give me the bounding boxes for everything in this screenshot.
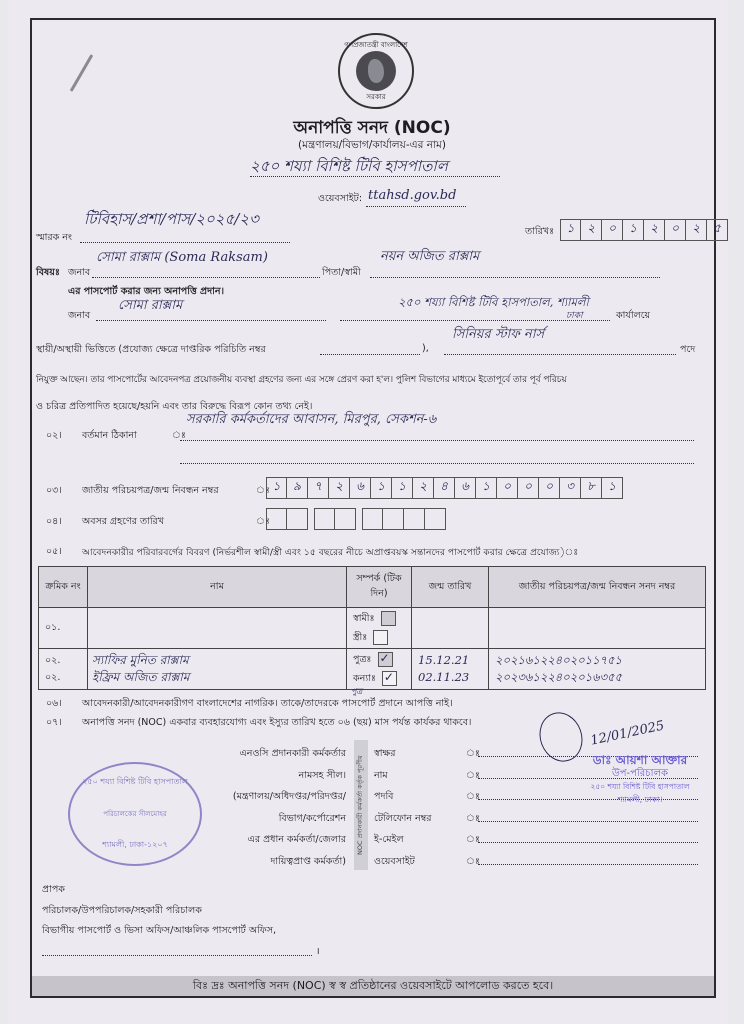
signature-field-colon: ঃ <box>466 834 480 845</box>
son-tick-icon: ✓ <box>379 651 390 665</box>
col-dob: জন্ম তারিখ <box>412 567 489 608</box>
item-05-no: ০৫। <box>46 546 62 557</box>
col-id-number: জাতীয় পরিচয়পত্র/জন্ম নিবন্ধন সনদ নম্বর <box>489 567 706 608</box>
item-06-no: ০৬। <box>46 698 62 709</box>
round-office-stamp <box>68 762 202 866</box>
website-label: ওয়েবসাইট: <box>318 193 363 204</box>
stamp-office: ২৫০ শয্যা বিশিষ্ট টিবি হাসপাতাল <box>590 782 690 791</box>
child-id-1: ২০২১৬১২২৪০২০১১৭৫১ <box>495 653 623 667</box>
body-mr-label: জনাব <box>68 310 91 321</box>
husband-checkbox[interactable] <box>381 611 396 626</box>
post-line <box>444 354 676 355</box>
row2-names <box>88 649 347 690</box>
stamp-city: শ্যামলী, ঢাকা। <box>617 795 663 804</box>
row1-id <box>489 608 706 649</box>
signature-left-text <box>196 743 346 872</box>
subject-label: বিষয়ঃ <box>36 267 60 278</box>
body-office: ২৫০ শয্যা বিশিষ্ট টিবি হাসপাতাল, শ্যামলী <box>398 295 589 309</box>
nid-digit-box: ০ <box>518 477 539 499</box>
post-value: সিনিয়র স্টাফ নার্স <box>452 327 545 342</box>
table-row <box>39 649 706 690</box>
address-line-1 <box>180 440 694 441</box>
page-subtitle: (মন্ত্রণালয়/বিভাগ/কার্যালয়-এর নাম) <box>298 139 446 151</box>
signature-field-label: স্বাক্ষর <box>374 748 396 759</box>
retire-day-box-2[interactable] <box>287 508 308 530</box>
spouse-husband-label: স্বামীঃ <box>353 613 375 624</box>
date-label: তারিখঃ <box>525 226 555 237</box>
office-suffix: কার্যালয়ে <box>616 310 651 321</box>
signature-field-label: ওয়েবসাইট <box>374 855 415 867</box>
signature-field-row <box>374 851 704 873</box>
perm-label: স্থায়ী/অস্থায়ী ভিত্তিতে (প্রযোজ্য ক্ষেত্রে দাপ্তরিক পরিচিতি নম্বর <box>36 344 266 355</box>
child-name-1: স্যাফির মুনিত রাক্সাম <box>92 653 189 667</box>
item-02-colon: ঃ <box>172 430 186 441</box>
retire-year-box-3[interactable] <box>404 508 425 530</box>
date-digit-box: ২ <box>686 219 707 241</box>
signature-field-input[interactable] <box>478 842 698 843</box>
row1-name <box>88 608 347 649</box>
signature-field-label: নাম <box>374 769 388 781</box>
nid-digit-box: ১ <box>392 477 413 499</box>
signature-left-line: বিভাগ/কর্পোরেশন <box>278 812 346 824</box>
nid-digit-box: ২ <box>329 477 350 499</box>
signature-left-line: দায়িত্বপ্রাপ্ত কর্মকর্তা) <box>270 855 346 867</box>
retirement-date-boxes[interactable] <box>266 508 446 530</box>
perm-close: ), <box>422 343 429 354</box>
nid-digit-box: ১ <box>371 477 392 499</box>
row1-dob <box>412 608 489 649</box>
col-serial: ক্রমিক নং <box>39 567 88 608</box>
col-relation: সম্পর্ক (টিক দিন) <box>347 567 412 608</box>
nid-digit-box: ৮ <box>581 477 602 499</box>
signature-field-row <box>374 829 704 851</box>
child-dob-2: 02.11.23 <box>418 670 470 684</box>
row1-relation <box>347 608 412 649</box>
item-04-no: ০৪। <box>46 516 62 527</box>
item-05-label: আবেদনকারীর পরিবারবর্গের বিবরণ (নির্ভরশীল স্বামী/স্ত্রী এবং ১৫ বছরের নীচে অপ্রাপ্তবয়স্ক সন্তানদের পাসপোর্ট করার ক্ষেত্রে প্রযোজ্য)ঃ <box>82 547 579 558</box>
daughter-tick-icon: ✓ <box>383 670 394 684</box>
father-label: পিতা/স্বামী <box>322 267 361 278</box>
nid-digit-box: ৯ <box>287 477 308 499</box>
memo-number: টিবিহাস/প্রশা/পাস/২০২৫/২৩ <box>84 210 259 228</box>
item-04-colon: ঃ <box>256 516 270 527</box>
row2-serial <box>39 649 88 690</box>
bangladesh-map-icon <box>368 59 384 83</box>
retire-year-box-4[interactable] <box>425 508 446 530</box>
subject-mr-label: জনাব <box>68 267 91 278</box>
nid-digit-box: ৬ <box>455 477 476 499</box>
family-table <box>38 566 706 696</box>
body-name: সোমা রাক্সাম <box>118 298 183 313</box>
body-office-sub: ঢাকা <box>566 311 583 321</box>
row2-serial-b: ০২. <box>45 672 61 683</box>
child-name-2: ইফ্রিম অজিত রাক্সাম <box>92 670 190 684</box>
page-title: অনাপত্তি সনদ (NOC) <box>293 118 451 138</box>
item-07-no: ০৭। <box>46 717 62 728</box>
father-name-line <box>370 277 660 278</box>
nid-digit-box: ০ <box>539 477 560 499</box>
nid-digit-box: ৬ <box>350 477 371 499</box>
item-03-label: জাতীয় পরিচয়পত্র/জন্ম নিবন্ধন নম্বর <box>82 485 219 496</box>
signature-field-label: ই-মেইল <box>374 834 404 845</box>
recipient-label: প্রাপক <box>42 884 65 895</box>
post-suffix: পদে <box>680 344 696 355</box>
nid-digit-box: ৭ <box>308 477 329 499</box>
stamp-officer-title: উপ-পরিচালক <box>611 768 669 779</box>
body-paragraph-1: নিযুক্ত আছেন। তার পাসপোর্টের আবেদনপত্র প্রয়োজনীয় ব্যবস্থা গ্রহণের জন্য এর সঙ্গে প্রেরণ করা হ'ল। পুলিশ বিভাগের মাধ্যমে ইতোপূর্বে তার পূর্ব পরিচয় <box>36 375 567 385</box>
date-digit-box: ১ <box>560 219 581 241</box>
son-checkbox[interactable] <box>378 652 393 667</box>
signature-field-input[interactable] <box>478 864 698 865</box>
recipient-office-line <box>42 955 312 956</box>
col-name: নাম <box>88 567 347 608</box>
nid-digit-box: ৪ <box>434 477 455 499</box>
item-03-no: ০৩। <box>46 485 62 496</box>
date-digit-box: ১ <box>623 219 644 241</box>
signature-left-line: (মন্ত্রণালয়/অধিদপ্তর/পরিদপ্তর/ <box>232 791 346 802</box>
nid-digit-box: ১ <box>476 477 497 499</box>
signature-left-line: এনওসি প্রদানকারী কর্মকর্তার <box>239 748 346 759</box>
spouse-wife-label: স্ত্রীঃ <box>353 632 368 643</box>
signature-left-line: নামসহ সীল। <box>298 769 346 781</box>
nid-digit-box: ২ <box>413 477 434 499</box>
office-name-line <box>250 176 500 177</box>
signature-field-colon: ঃ <box>466 791 480 802</box>
signature-field-row <box>374 808 704 830</box>
daughter-label: কন্যাঃ <box>353 673 376 684</box>
item-06-label: আবেদনকারী/আবেদনকারীগণ বাংলাদেশের নাগরিক। তাকে/তাদেরকে পাসপোর্ট প্রদানে আপত্তি নাই। <box>82 698 453 709</box>
memo-line <box>80 242 290 243</box>
item-02-no: ০২। <box>46 430 62 441</box>
perm-number-line <box>320 354 420 355</box>
date-digit-box: ০ <box>665 219 686 241</box>
child-id-2: ২০২৩৬১২২৪০২০১৬৩৫৫ <box>495 670 623 684</box>
child-dob-1: 15.12.21 <box>418 653 470 667</box>
address-line-2 <box>180 463 694 464</box>
signature-field-label: পদবি <box>374 791 394 802</box>
signature-field-colon: ঃ <box>466 769 480 781</box>
round-stamp-top: ২৫০ শয্যা বিশিষ্ট টিবি হাসপাতাল <box>82 777 188 786</box>
daughter-checkbox[interactable] <box>382 671 397 686</box>
father-name: নয়ন অজিত রাক্সাম <box>380 249 480 264</box>
retire-day-box-1[interactable] <box>266 508 287 530</box>
table-row <box>39 608 706 649</box>
memo-label: স্মারক নং <box>36 232 73 243</box>
body-paragraph-2: ও চরিত্র প্রতিপাদিত হয়েছে/হয়নি এবং তার বিরুদ্ধে বিরূপ কোন তথ্য নেই। <box>36 401 313 412</box>
item-07-label: অনাপত্তি সনদ (NOC) একবার ব্যবহারযোগ্য এবং ইস্যুর তারিখ হতে ০৬ (ছয়) মাস পর্যন্ত কার্যকর থাকবে। <box>82 717 472 728</box>
nid-digit-box: ১ <box>266 477 287 499</box>
stamp-officer-name: ডাঃ আয়শা আক্তার <box>592 753 688 767</box>
wife-checkbox[interactable] <box>373 630 388 645</box>
signature-field-label: টেলিফোন নম্বর <box>374 812 432 824</box>
website-line <box>366 206 466 207</box>
signature-field-input[interactable] <box>478 821 698 822</box>
row2-dobs <box>412 649 489 690</box>
current-address: সরকারি কর্মকর্তাদের আবাসন, মিরপুর, সেকশন-৬ <box>186 412 437 427</box>
government-seal <box>338 33 414 109</box>
item-02-label: বর্তমান ঠিকানা <box>82 430 137 441</box>
recipient-end: । <box>316 946 320 957</box>
date-digit-box: ২ <box>644 219 665 241</box>
nid-boxes <box>266 477 623 499</box>
signature-left-line: এর প্রধান কর্মকর্তা/জেলার <box>247 834 346 845</box>
row2-ids <box>489 649 706 690</box>
date-digit-box: ২ <box>581 219 602 241</box>
body-name-line <box>96 320 326 321</box>
retire-year-box-2[interactable] <box>383 508 404 530</box>
row2-serial-a: ০২. <box>45 655 61 666</box>
date-boxes <box>560 219 728 241</box>
recipient-line-2: বিভাগীয় পাসপোর্ট ও ভিসা অফিস/আঞ্চলিক পাসপোর্ট অফিস, <box>42 925 277 936</box>
applicant-name: সোমা রাক্সাম (Soma Raksam) <box>96 250 268 265</box>
nid-digit-box: ১ <box>602 477 623 499</box>
signature-field-colon: ঃ <box>466 812 480 824</box>
round-stamp-bottom: শ্যামলী, ঢাকা-১২০৭ <box>102 840 168 849</box>
recipient-line-1: পরিচালক/উপপরিচালক/সহকারী পরিচালক <box>42 905 202 916</box>
noc-vertical-label: NOC প্রদানকারী কর্মকর্তা কর্তৃক পূরণীয় <box>354 740 368 870</box>
item-04-label: অবসর গ্রহণের তারিখ <box>82 516 165 527</box>
retire-year-box-1[interactable] <box>362 508 383 530</box>
relation-note: পুত্র <box>351 687 363 696</box>
signature-field-colon: ঃ <box>466 855 480 867</box>
row2-relation <box>347 649 412 696</box>
signature-date: 12/01/2025 <box>589 718 666 749</box>
seal-bottom-text: সরকার <box>366 93 386 101</box>
son-label: পুত্রঃ <box>353 654 372 665</box>
retire-month-box-2[interactable] <box>335 508 356 530</box>
round-stamp-mid: পরিচালকের সীলমোহর <box>103 810 167 818</box>
item-03-colon: ঃ <box>256 485 270 496</box>
date-digit-box: ০ <box>602 219 623 241</box>
nid-digit-box: ৩ <box>560 477 581 499</box>
retire-month-box-1[interactable] <box>314 508 335 530</box>
office-name: ২৫০ শয্যা বিশিষ্ট টিবি হাসপাতাল <box>250 157 448 175</box>
officer-stamp <box>575 754 705 806</box>
signature-field-colon: ঃ <box>466 748 480 759</box>
date-digit-box: ৫ <box>707 219 728 241</box>
row1-serial: ০১. <box>39 608 88 649</box>
nid-digit-box: ০ <box>497 477 518 499</box>
seal-top-text: গণপ্রজাতন্ত্রী বাংলাদেশ <box>344 41 408 49</box>
footer-note: বিঃ দ্রঃ অনাপত্তি সনদ (NOC) স্ব স্ব প্রতিষ্ঠানের ওয়েবসাইটে আপলোড করতে হবে। <box>32 976 714 996</box>
website-value: ttahsd.gov.bd <box>368 188 457 203</box>
applicant-name-line <box>92 277 320 278</box>
subject-suffix: এর পাসপোর্ট করার জন্য অনাপত্তি প্রদান। <box>68 286 224 297</box>
